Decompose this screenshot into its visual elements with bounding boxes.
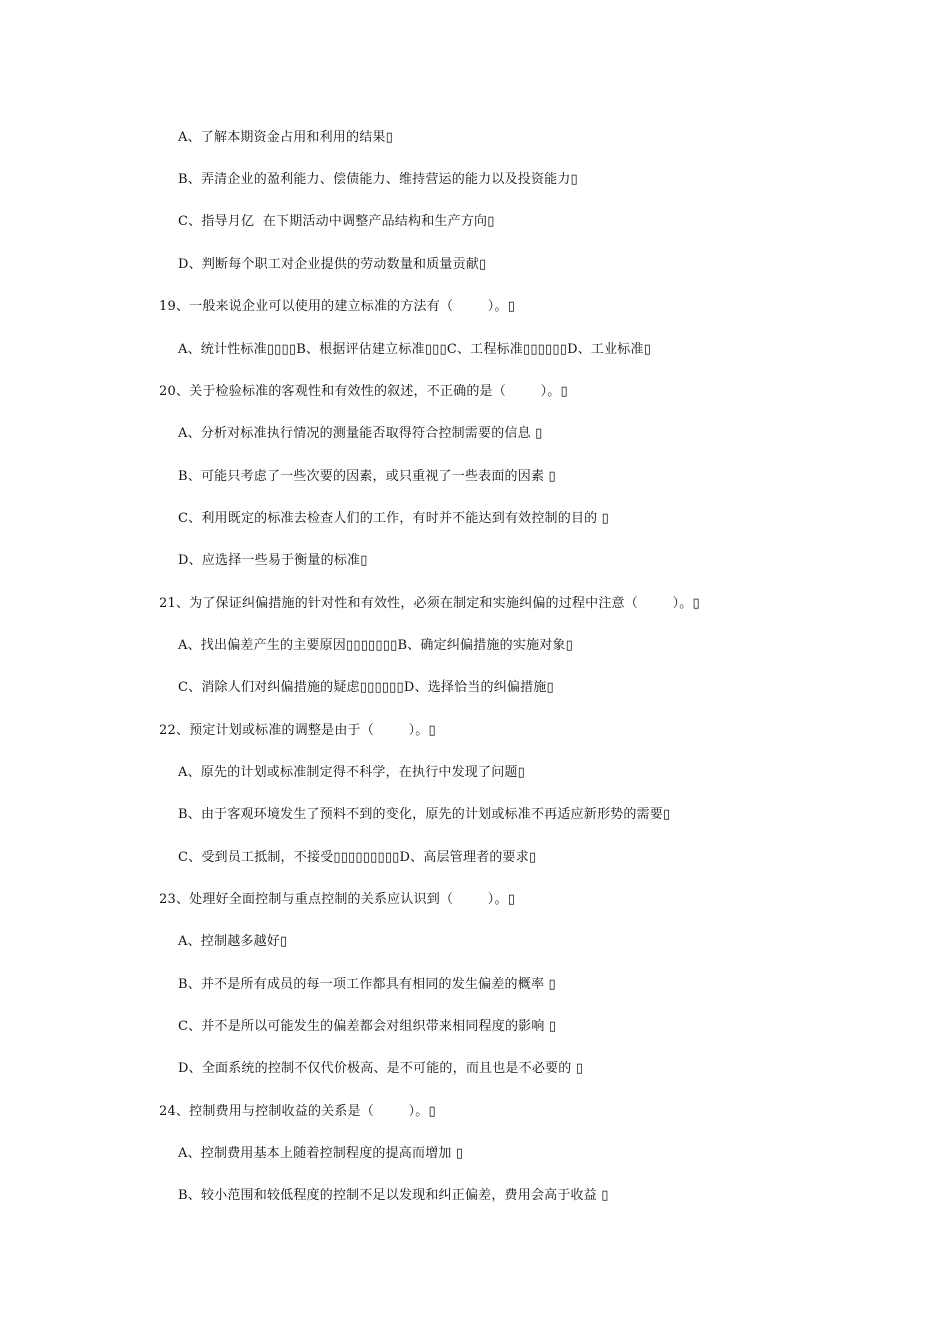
option-line: A、找出偏差产生的主要原因▯▯▯▯▯▯▯B、确定纠偏措施的实施对象▯ xyxy=(178,638,573,653)
question-line: 21、为了保证纠偏措施的针对性和有效性，必须在制定和实施纠偏的过程中注意（ ）。▯ xyxy=(159,596,700,611)
option-line: A、分析对标准执行情况的测量能否取得符合控制需要的信息 ▯ xyxy=(178,426,543,441)
option-line: A、统计性标准▯▯▯▯B、根据评估建立标准▯▯▯C、工程标准▯▯▯▯▯▯D、工业标准▯ xyxy=(178,342,652,357)
option-line: A、控制越多越好▯ xyxy=(178,934,288,949)
option-line: D、判断每个职工对企业提供的劳动数量和质量贡献▯ xyxy=(178,257,487,272)
question-line: 19、一般来说企业可以使用的建立标准的方法有（ ）。▯ xyxy=(159,299,516,314)
option-line: A、控制费用基本上随着控制程度的提高而增加 ▯ xyxy=(178,1146,464,1161)
question-line: 24、控制费用与控制收益的关系是（ ）。▯ xyxy=(159,1104,436,1119)
option-line: B、可能只考虑了一些次要的因素，或只重视了一些表面的因素 ▯ xyxy=(178,469,556,484)
option-line: D、应选择一些易于衡量的标准▯ xyxy=(178,553,368,568)
option-line: C、并不是所以可能发生的偏差都会对组织带来相同程度的影响 ▯ xyxy=(178,1019,557,1034)
option-line: B、并不是所有成员的每一项工作都具有相同的发生偏差的概率 ▯ xyxy=(178,977,556,992)
option-line: B、由于客观环境发生了预料不到的变化，原先的计划或标准不再适应新形势的需要▯ xyxy=(178,807,671,822)
question-line: 22、预定计划或标准的调整是由于（ ）。▯ xyxy=(159,723,436,738)
option-line: B、较小范围和较低程度的控制不足以发现和纠正偏差，费用会高于收益 ▯ xyxy=(178,1188,609,1203)
option-line: B、弄清企业的盈利能力、偿债能力、维持营运的能力以及投资能力▯ xyxy=(178,172,578,187)
option-line: C、消除人们对纠偏措施的疑虑▯▯▯▯▯▯D、选择恰当的纠偏措施▯ xyxy=(178,680,554,695)
question-line: 20、关于检验标准的客观性和有效性的叙述，不正确的是（ ）。▯ xyxy=(159,384,568,399)
option-line: C、受到员工抵制，不接受▯▯▯▯▯▯▯▯▯D、高层管理者的要求▯ xyxy=(178,850,537,865)
question-line: 23、处理好全面控制与重点控制的关系应认识到（ ）。▯ xyxy=(159,892,516,907)
option-line: D、全面系统的控制不仅代价极高、是不可能的，而且也是不必要的 ▯ xyxy=(178,1061,584,1076)
option-line: C、利用既定的标准去检查人们的工作，有时并不能达到有效控制的目的 ▯ xyxy=(178,511,610,526)
option-line: A、了解本期资金占用和利用的结果▯ xyxy=(178,130,393,145)
option-line: C、指导月亿 在下期活动中调整产品结构和生产方向▯ xyxy=(178,214,495,229)
option-line: A、原先的计划或标准制定得不科学，在执行中发现了问题▯ xyxy=(178,765,525,780)
